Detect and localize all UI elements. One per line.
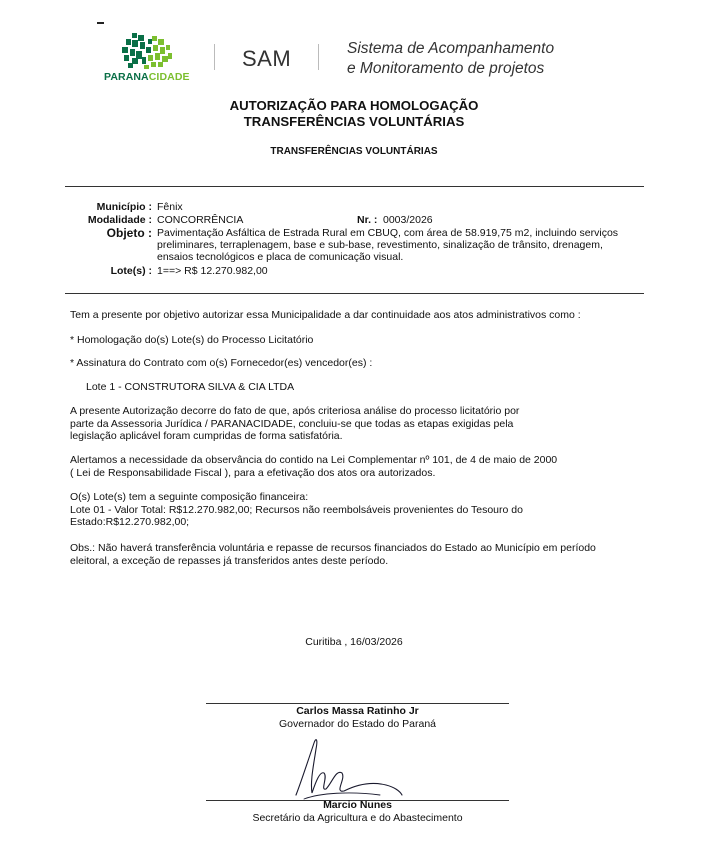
middle-divider (65, 293, 644, 294)
financeira-line1: O(s) Lote(s) tem a seguinte composição financeira: (70, 491, 309, 503)
signatory-2-role: Secretário da Agricultura e do Abastecimento (252, 812, 463, 824)
system-name-line2: e Monitoramento de projetos (347, 60, 545, 77)
lrf-line2: ( Lei de Responsabilidade Fiscal ), para a efetivação dos atos ora autorizados. (70, 466, 436, 479)
header-separator-2 (318, 44, 319, 70)
objeto-label: Objeto : (106, 226, 152, 240)
body-paragraph-obs (70, 542, 640, 567)
paranacidade-logo-icon (118, 33, 174, 71)
body-paragraph-financeira (70, 491, 640, 529)
signature-line-1 (206, 703, 509, 704)
document-title (0, 98, 708, 130)
sam-title: SAM (242, 46, 292, 71)
system-name-line1: Sistema de Acompanhamento (347, 40, 555, 57)
signatory-1-role: Governador do Estado do Paraná (278, 718, 437, 730)
obs-line1: Obs.: Não haverá transferência voluntária e repasse de recursos financiados do Estado ao Município em período (70, 542, 596, 554)
document-title-line1: AUTORIZAÇÃO PARA HOMOLOGAÇÃO (229, 98, 479, 113)
document-subtitle: TRANSFERÊNCIAS VOLUNTÁRIAS (270, 146, 438, 157)
paranacidade-logo-text (104, 71, 194, 83)
signatory-2-name: Marcio Nunes (323, 799, 392, 811)
analise-line2: parte da Assessoria Jurídica / PARANACIDADE, concluiu-se que todas as etapas exigidas pela (70, 417, 514, 430)
logo-text-cidade: CIDADE (148, 71, 190, 83)
body-intro: Tem a presente por objetivo autorizar essa Municipalidade a dar continuidade aos atos administrativos como : (70, 309, 581, 321)
body-paragraph-lrf (70, 454, 640, 479)
municipio-value: Fênix (157, 201, 183, 213)
financeira-line2: Lote 01 - Valor Total: R$12.270.982,00; Recursos não reembolsáveis provenientes do Tesouro do (70, 503, 523, 516)
body-lote-vencedor: Lote 1 - CONSTRUTORA SILVA & CIA LTDA (86, 381, 295, 393)
signatory-1-name: Carlos Massa Ratinho Jr (296, 705, 419, 717)
modalidade-value: CONCORRÊNCIA (157, 214, 244, 226)
paranacidade-logo (104, 33, 194, 85)
analise-line1: A presente Autorização decorre do fato de que, após criteriosa análise do processo licitatório por (70, 405, 520, 417)
objeto-value: Pavimentação Asfáltica de Estrada Rural em CBUQ, com área de 58.919,75 m2, incluindo serviços preliminares, terraplenagem, base e sub-base, revestimento, sinalização de trânsito, drenagem, ensaios tecnológicos e placa de comunicação visual. (157, 227, 619, 263)
document-title-line2: TRANSFERÊNCIAS VOLUNTÁRIAS (243, 114, 465, 129)
body-paragraph-analise (70, 405, 640, 443)
place-date: Curitiba , 16/03/2026 (305, 636, 403, 648)
nr-label: Nr. : (357, 214, 378, 226)
body-homologacao: * Homologação do(s) Lote(s) do Processo Licitatório (70, 334, 314, 346)
financeira-line3: Estado:R$12.270.982,00; (70, 516, 190, 528)
lotes-value: 1==> R$ 12.270.982,00 (157, 265, 268, 277)
top-divider (65, 186, 644, 187)
obs-line2: eleitoral, a exceção de repasses já transferidos antes deste período. (70, 554, 389, 567)
modalidade-label: Modalidade : (87, 214, 152, 226)
nr-value: 0003/2026 (383, 214, 433, 226)
lotes-label: Lote(s) : (110, 265, 152, 277)
system-name (347, 39, 554, 79)
municipio-label: Município : (96, 201, 152, 213)
body-assinatura: * Assinatura do Contrato com o(s) Fornecedor(es) vencedor(es) : (70, 357, 373, 369)
logo-text-parana: PARANA (104, 71, 149, 83)
analise-line3: legislação aplicável foram cumpridas de forma satisfatória. (70, 430, 343, 442)
lrf-line1: Alertamos a necessidade da observância do contido na Lei Complementar nº 101, de 4 de maio de 2000 (70, 454, 558, 466)
header-separator-1 (214, 44, 215, 70)
header-dash-mark (97, 22, 104, 24)
